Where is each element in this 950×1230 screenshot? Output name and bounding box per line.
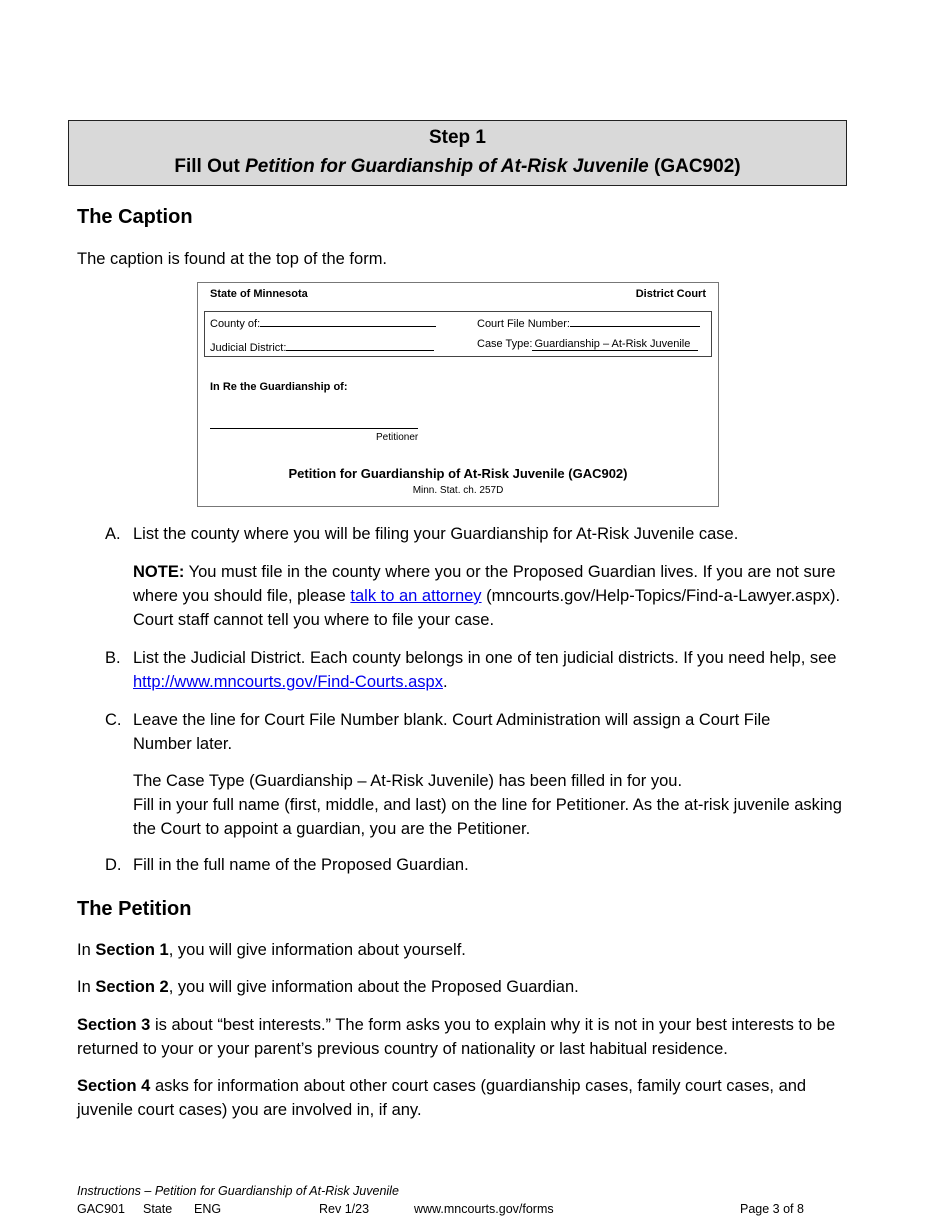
list-letter-c: C. [105,711,122,729]
section-1-text [77,938,466,962]
step-header-box [68,120,847,186]
caption-fields-box [204,311,712,357]
section-4-label: Section 4 [77,1077,151,1095]
list-text-b-main: List the Judicial District. Each county belongs in one of ten judicial districts. If you need help, see [133,649,837,667]
footer-doc-title: Instructions – Petition for Guardianship of At-Risk Juvenile [77,1184,399,1198]
footer-rev: Rev 1/23 [319,1202,370,1216]
county-label: County of: [210,318,261,330]
list-text-a: List the county where you will be filing your Guardianship for At-Risk Juvenile case. [133,525,739,543]
list-text-d: Fill in the full name of the Proposed Guardian. [133,856,469,874]
footer-state: State [143,1202,173,1216]
list-letter-a: A. [105,525,121,543]
subtitle-form-name: Petition for Guardianship of At-Risk Juvenile [245,156,649,177]
judicial-line [286,338,434,351]
section-2-pre: In [77,978,96,996]
section-3-desc: is about “best interests.” The form asks you to explain why it is not in your best interests to be returned to your or your parent’s previous country of nationality or last habitual residence. [77,1016,836,1058]
section-4-text [77,1074,847,1122]
section-2-text [77,975,579,999]
subtitle-prefix: Fill Out [174,156,246,177]
case-type-field [477,338,698,351]
court-file-line [570,314,700,327]
step-title: Step 1 [428,127,487,148]
note-text-1: You must file in the county where you or the Proposed Guardian lives. If you are not sure where you should file, please [133,563,836,605]
state-label: State of Minnesota [210,288,308,300]
petitioner-note: Fill in your full name (first, middle, and last) on the line for Petitioner. As the at-risk juvenile asking the Court to appoint a guardian, you are the Petitioner. [133,796,842,838]
footer-lang: ENG [194,1202,222,1216]
court-file-label: Court File Number: [477,318,570,330]
list-text-b [133,646,845,694]
section-3-label: Section 3 [77,1016,151,1034]
caption-heading: The Caption [77,206,193,228]
section-4-desc: asks for information about other court cases (guardianship cases, family court cases, and juvenile court cases) you are involved in, if any. [77,1077,807,1119]
footer-page: Page 3 of 8 [740,1202,804,1216]
footer-code: GAC901 [77,1202,125,1216]
caption-form-sample [197,282,719,507]
case-type-note: The Case Type (Guardianship – At-Risk Juvenile) has been filled in for you. [133,772,683,790]
statute-ref: Minn. Stat. ch. 257D [412,485,504,496]
section-2-label: Section 2 [95,978,169,996]
case-type-label: Case Type: [477,338,533,350]
list-item-c [105,708,845,758]
list-text-b-end: . [442,673,448,691]
list-text-c: Leave the line for Court File Number blank. Court Administration will assign a Court File Number later. [133,711,771,753]
subtitle-form-code: (GAC902) [648,156,741,177]
judicial-label: Judicial District: [210,342,287,354]
list-item-a [105,522,845,548]
note-label: NOTE: [133,563,185,581]
list-item-d [105,853,845,879]
caption-intro: The caption is found at the top of the form. [77,250,388,268]
list-item-b [105,646,845,696]
form-title: Petition for Guardianship of At-Risk Juvenile (GAC902) [288,466,628,481]
in-re-label: In Re the Guardianship of: [210,381,348,393]
petitioner-line [210,428,418,429]
petition-heading: The Petition [77,898,192,920]
section-2-desc: , you will give information about the Proposed Guardian. [168,978,579,996]
section-3-text [77,1013,847,1061]
step-subtitle [69,154,846,180]
section-1-pre: In [77,941,96,959]
note-paragraph [133,560,843,632]
list-letter-b: B. [105,649,121,667]
case-type-value: Guardianship – At-Risk Juvenile [532,338,698,351]
court-file-field [477,314,700,330]
find-courts-link[interactable]: http://www.mncourts.gov/Find-Courts.aspx [133,673,443,691]
footer-site: www.mncourts.gov/forms [414,1202,554,1216]
county-line [260,314,436,327]
list-letter-d: D. [105,856,122,874]
attorney-link[interactable]: talk to an attorney [350,587,482,605]
county-field [210,314,436,330]
court-label: District Court [635,288,706,300]
note-text-2: (mncourts.gov/Help-Topics/Find-a-Lawyer.aspx). Court staff cannot tell you where to file your case. [133,587,841,629]
judicial-field [210,338,434,354]
petitioner-label: Petitioner [376,432,419,443]
section-1-desc: , you will give information about yourself. [168,941,466,959]
section-1-label: Section 1 [95,941,169,959]
